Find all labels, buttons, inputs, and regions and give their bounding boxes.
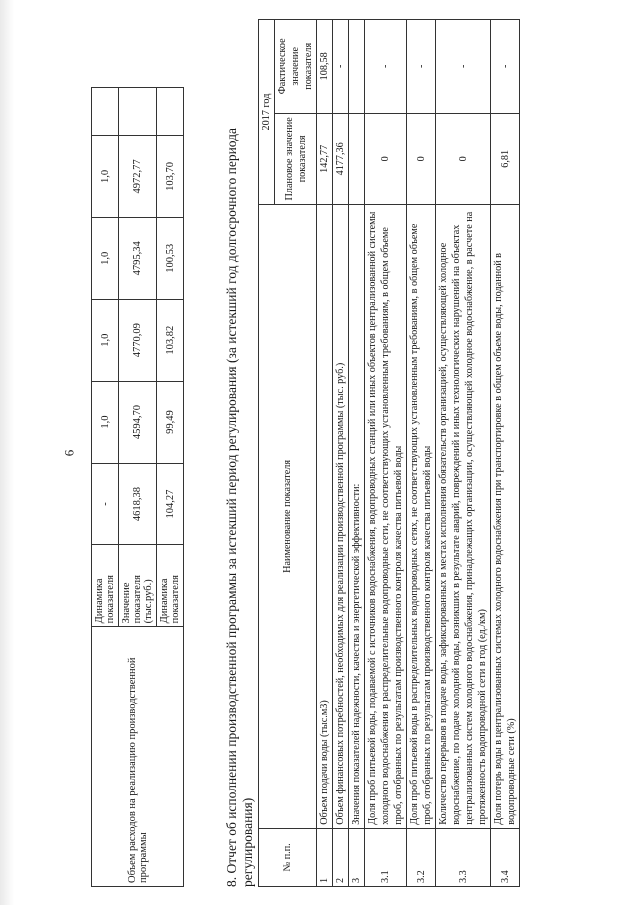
row-actual: - bbox=[491, 20, 520, 114]
row-planned: 0 bbox=[365, 113, 407, 204]
table-cell: 4594,70 bbox=[119, 381, 157, 463]
row-actual: - bbox=[436, 20, 491, 114]
row-name: Объем финансовых потребностей, необходимых для реализации производственной программы (тыс. руб.) bbox=[333, 205, 349, 829]
header-num: № п.п. bbox=[259, 828, 317, 886]
table-cell bbox=[157, 88, 184, 136]
expenses-row-label: Объем расходов на реализацию производственной программы bbox=[92, 627, 184, 887]
section-heading: 8. Отчет об исполнении производственной программы за истекший период регулирования (за истекший год долгосрочного периода регулирования) bbox=[224, 127, 255, 887]
table-row bbox=[407, 20, 436, 887]
table-row bbox=[92, 88, 119, 887]
table-row bbox=[365, 20, 407, 887]
scan-edge-shadow bbox=[0, 0, 14, 905]
table-row bbox=[491, 20, 520, 887]
table-cell: 4618,38 bbox=[119, 463, 157, 545]
header-name: Наименование показателя bbox=[259, 205, 317, 829]
row-number: 3 bbox=[349, 828, 365, 886]
table-cell: 100,53 bbox=[157, 217, 184, 299]
row-planned: 142,77 bbox=[317, 113, 333, 204]
table-cell bbox=[119, 88, 157, 136]
row-actual: - bbox=[333, 20, 349, 114]
row-actual bbox=[349, 20, 365, 114]
table-row bbox=[333, 20, 349, 887]
row-label: Динамика показателя bbox=[157, 545, 184, 627]
row-name: Доля проб питьевой воды, подаваемой с источников водоснабжения, водопроводных станций или иных объектов централизованной системы холодного водоснабжения в распределительные водопроводные сети, не соответствующих установленным требованиям, в общем объеме проб, отобранных по результатам производственного контроля качества питьевой воды bbox=[365, 205, 407, 829]
row-actual: - bbox=[365, 20, 407, 114]
row-planned bbox=[349, 113, 365, 204]
row-actual: - bbox=[407, 20, 436, 114]
row-number: 3.3 bbox=[436, 828, 491, 886]
row-name: Значения показателей надежности, качества и энергетической эффективности: bbox=[349, 205, 365, 829]
table-cell: 1,0 bbox=[92, 135, 119, 217]
table-cell: - bbox=[92, 463, 119, 545]
row-number: 3.2 bbox=[407, 828, 436, 886]
table-cell: 4770,09 bbox=[119, 299, 157, 381]
program-report-table bbox=[258, 19, 520, 887]
table-row bbox=[436, 20, 491, 887]
table-row bbox=[317, 20, 333, 887]
table-header-row bbox=[259, 20, 275, 887]
row-name: Объем подачи воды (тыс.м3) bbox=[317, 205, 333, 829]
page-number: 6 bbox=[61, 449, 77, 457]
table-cell: 104,27 bbox=[157, 463, 184, 545]
row-planned: 0 bbox=[436, 113, 491, 204]
row-actual: 108,58 bbox=[317, 20, 333, 114]
row-name: Доля проб питьевой воды в распределительных водопроводных сетях, не соответствующих установленным требованиям, в общем объеме проб, отобранных по результатам производственного контроля качества питьевой воды bbox=[407, 205, 436, 829]
row-number: 3.4 bbox=[491, 828, 520, 886]
row-planned: 4177,36 bbox=[333, 113, 349, 204]
table-cell: 1,0 bbox=[92, 381, 119, 463]
table-cell: 99,49 bbox=[157, 381, 184, 463]
row-number: 1 bbox=[317, 828, 333, 886]
header-year: 2017 год bbox=[259, 20, 275, 205]
table-row bbox=[349, 20, 365, 887]
row-label: Динамика показателя bbox=[92, 545, 119, 627]
table-cell bbox=[92, 88, 119, 136]
row-number: 3.1 bbox=[365, 828, 407, 886]
row-name: Доля потерь воды в централизованных системах холодного водоснабжения при транспортировке в общем объеме воды, поданной в водопроводные сети (%) bbox=[491, 205, 520, 829]
table-cell: 1,0 bbox=[92, 217, 119, 299]
table-cell: 103,70 bbox=[157, 135, 184, 217]
row-label: Значение показателя (тыс.руб.) bbox=[119, 545, 157, 627]
table-cell: 4972,77 bbox=[119, 135, 157, 217]
row-planned: 6,81 bbox=[491, 113, 520, 204]
row-number: 2 bbox=[333, 828, 349, 886]
table-cell: 1,0 bbox=[92, 299, 119, 381]
header-planned: Плановое значение показателя bbox=[275, 113, 317, 204]
table-cell: 4795,34 bbox=[119, 217, 157, 299]
row-planned: 0 bbox=[407, 113, 436, 204]
rotated-document bbox=[40, 12, 600, 892]
table-cell: 103,82 bbox=[157, 299, 184, 381]
header-actual: Фактическое значение показателя bbox=[275, 20, 317, 114]
row-name: Количество перерывов в подаче воды, зафиксированных в местах исполнения обязательств организацией, осуществляющей холодное водоснабжение, по подаче холодной воды, возникших в результате аварий, повреждений и иных технологических нарушений на объектах централизованных систем холодного водоснабжения, принадлежащих организации, осуществляющей холодное водоснабжение, в расчете на протяженность водопроводной сети в год (ед./км) bbox=[436, 205, 491, 829]
expenses-table bbox=[91, 87, 184, 887]
